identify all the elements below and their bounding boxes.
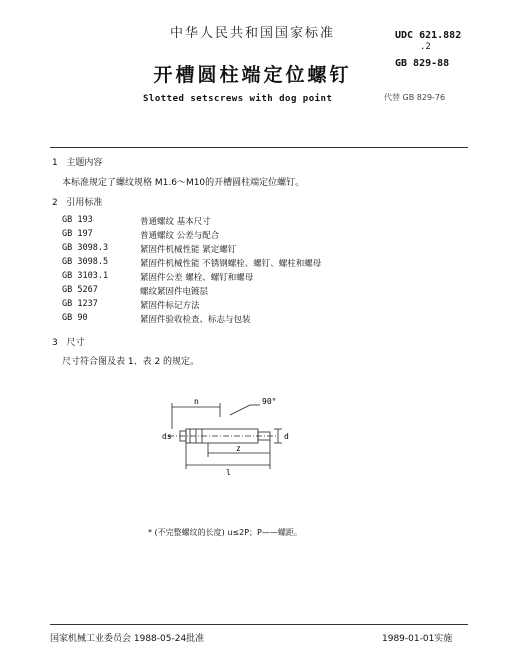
reference-code: GB 197 <box>62 229 93 239</box>
reference-title: 紧固件验收检查、标志与包装 <box>140 315 251 325</box>
section-2-heading <box>52 195 102 208</box>
standard-name: 中华人民共和国国家标准 <box>169 26 335 41</box>
reference-code: GB 3098.5 <box>62 257 109 267</box>
footer-divider <box>50 624 468 625</box>
reference-code: GB 90 <box>62 313 88 323</box>
reference-code: GB 3098.3 <box>62 243 109 253</box>
udc-code: UDC 621.882 <box>395 30 462 41</box>
label-ds: ds <box>162 432 172 441</box>
header-divider <box>50 147 468 148</box>
dimension-text: 尺寸符合图及表 1、表 2 的规定。 <box>62 357 200 367</box>
reference-title: 紧固件公差 螺栓、螺钉和螺母 <box>140 273 254 283</box>
approval-line: 国家机械工业委员会 1988-05-24批准 <box>50 634 205 644</box>
screw-drawing <box>150 395 300 490</box>
screw-drawing-svg <box>150 395 300 490</box>
reference-title: 紧固件标记方法 <box>140 301 200 311</box>
footnote: * (不完整螺纹的长度) u≤2P；P——螺距。 <box>148 528 302 537</box>
reference-title: 紧固件机械性能 不锈钢螺栓、螺钉、螺柱和螺母 <box>140 259 322 269</box>
leader-line <box>230 405 250 415</box>
reference-code: GB 193 <box>62 215 93 225</box>
section-1-heading <box>52 155 102 168</box>
scope-text: 本标准规定了螺纹规格 M1.6～M10的开槽圆柱端定位螺钉。 <box>62 178 305 188</box>
label-n: n <box>194 397 199 406</box>
reference-code: GB 3103.1 <box>62 271 109 281</box>
replaces-note: 代替 GB 829-76 <box>384 93 446 102</box>
section-number: 2 <box>52 198 58 208</box>
section-title: 尺寸 <box>66 338 85 348</box>
label-angle: 90° <box>262 397 277 406</box>
label-z: z <box>236 444 241 453</box>
section-title: 引用标准 <box>66 198 103 208</box>
reference-title: 螺纹紧固件电镀层 <box>140 287 209 297</box>
udc-code-suffix: .2 <box>420 42 431 52</box>
gb-code: GB 829-88 <box>395 58 450 69</box>
effective-date: 1989-01-01实施 <box>382 634 453 644</box>
reference-title: 普通螺纹 公差与配合 <box>140 231 220 241</box>
title-english: Slotted setscrews with dog point <box>143 94 333 104</box>
reference-title: 普通螺纹 基本尺寸 <box>140 217 211 227</box>
reference-title: 紧固件机械性能 紧定螺钉 <box>140 245 237 255</box>
section-number: 1 <box>52 158 58 168</box>
section-3-heading <box>52 335 84 348</box>
section-number: 3 <box>52 338 58 348</box>
section-title: 主题内容 <box>66 158 103 168</box>
reference-code: GB 1237 <box>62 299 98 309</box>
label-l: l <box>226 468 231 477</box>
reference-code: GB 5267 <box>62 285 98 295</box>
label-d: d <box>284 432 289 441</box>
title-chinese: 开槽圆柱端定位螺钉 <box>153 64 352 86</box>
